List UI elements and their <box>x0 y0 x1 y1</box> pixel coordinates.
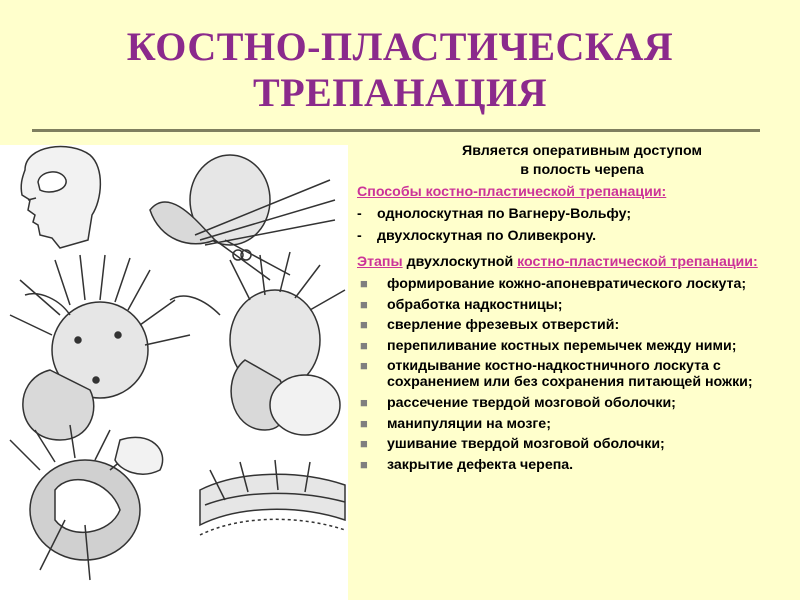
square-bullet-icon: ■ <box>360 394 368 410</box>
head-profile-illustration <box>21 147 100 248</box>
stages-heading <box>357 254 797 270</box>
square-bullet-icon: ■ <box>360 317 368 333</box>
step-text: манипуляции на мозге; <box>387 415 551 432</box>
step-text: сверление фрезевых отверстий: <box>387 317 620 334</box>
methods-heading-text: Способы костно-пластической трепанации: <box>357 184 667 200</box>
step-text: обработка надкостницы; <box>387 296 563 313</box>
slide-title <box>40 24 760 116</box>
cross-section-illustration <box>200 460 345 535</box>
steps-list <box>357 276 797 473</box>
method-item <box>357 227 797 246</box>
square-bullet-icon: ■ <box>360 276 368 291</box>
step-text: ушивание твердой мозговой оболочки; <box>387 436 665 453</box>
list-item <box>357 317 797 333</box>
skull-clamps-illustration <box>10 255 220 440</box>
square-bullet-icon: ■ <box>360 456 368 472</box>
intro-line-1: Является оперативным доступом <box>462 143 702 159</box>
step-text: закрытие дефекта черепа. <box>387 456 574 473</box>
list-item <box>357 395 797 411</box>
surgical-illustrations <box>0 140 348 600</box>
intro-line-2: в полость черепа <box>520 162 644 178</box>
step-text: рассечение твердой мозговой оболочки; <box>387 394 676 411</box>
stages-heading-part-3: костно-пластической трепанации: <box>517 254 758 270</box>
skull-flap-illustration-1 <box>150 155 335 280</box>
list-item <box>357 416 797 432</box>
square-bullet-icon: ■ <box>360 415 368 431</box>
step-text: откидывание костно-надкостничного лоскута с сохранением или без сохранения питающей ножки; <box>387 358 753 391</box>
list-item <box>357 436 797 452</box>
square-bullet-icon: ■ <box>360 358 368 374</box>
intro-text <box>367 142 797 180</box>
list-item <box>357 358 797 390</box>
list-item <box>357 338 797 354</box>
dash-bullet: - <box>357 228 362 244</box>
content-text <box>357 142 797 477</box>
square-bullet-icon: ■ <box>360 296 368 312</box>
step-text: перепиливание костных перемычек между ними; <box>387 337 737 354</box>
stages-heading-part-2: двухлоскутной <box>402 254 518 270</box>
slide-title-line-1: КОСТНО-ПЛАСТИЧЕСКАЯ <box>126 24 674 69</box>
dash-bullet: - <box>357 206 362 222</box>
method-text: двухлоскутная по Оливекрону. <box>377 228 597 244</box>
square-bullet-icon: ■ <box>360 436 368 452</box>
list-item <box>357 457 797 473</box>
slide-title-line-2: ТРЕПАНАЦИЯ <box>253 70 547 115</box>
list-item <box>357 276 797 292</box>
square-bullet-icon: ■ <box>360 337 368 353</box>
stages-heading-part-1: Этапы <box>357 254 403 270</box>
dura-opening-illustration <box>10 425 163 580</box>
methods-heading <box>357 183 797 202</box>
left-strip <box>0 0 32 145</box>
skull-flap-illustration-2 <box>230 252 345 435</box>
list-item <box>357 297 797 313</box>
step-text: формирование кожно-апоневратического лоскута; <box>387 276 747 292</box>
method-item <box>357 205 797 224</box>
method-text: однолоскутная по Вагнеру-Вольфу; <box>377 206 632 222</box>
